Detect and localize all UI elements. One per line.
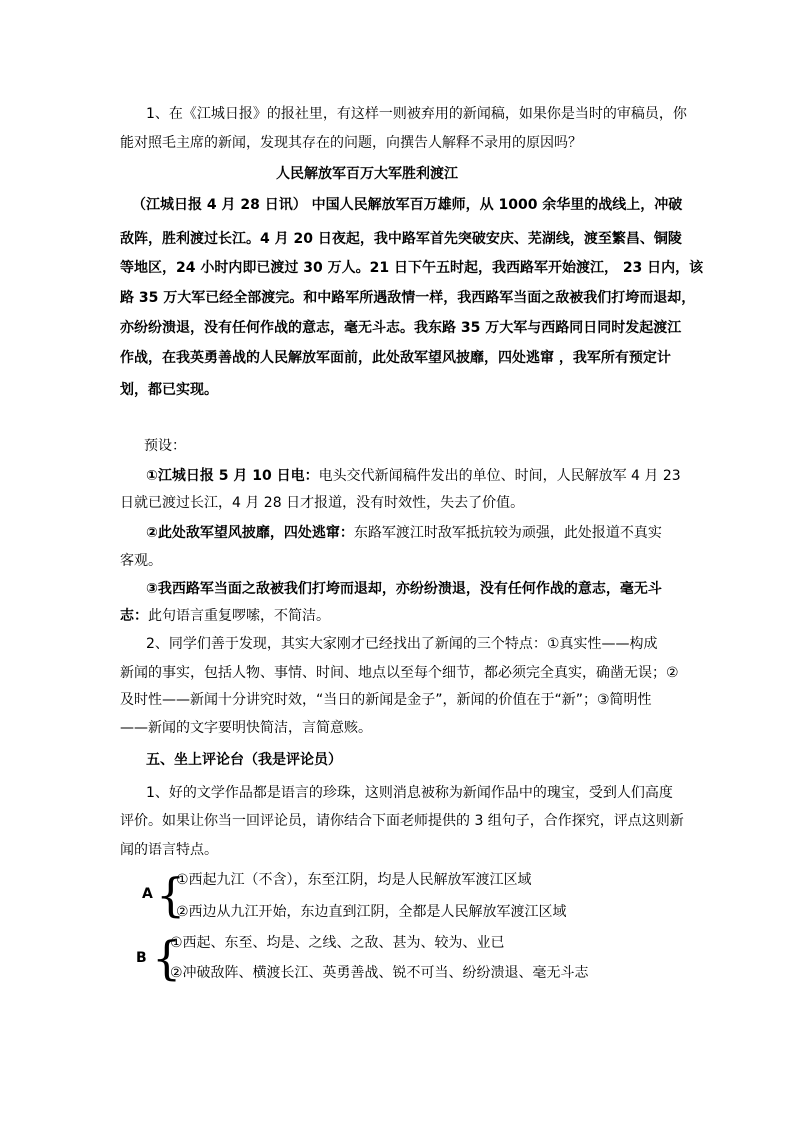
article-line: 作战，在我英勇善战的人民解放军面前，此处敌军望风披靡，四处逃窜 ，我军所有预定计 [120,350,671,366]
group-b-item2: ②冲破敌阵、横渡长江、英勇善战、锐不可当、纷纷溃退、毫无斗志 [170,965,589,981]
preset-label: 预设： [144,438,186,454]
preset-item1 [146,466,681,486]
group-a-label: A [142,886,153,902]
preset-item3-text: 此句语言重复啰嗦，不简洁。 [148,608,330,624]
preset-item3-heading: 志： [120,608,148,624]
question2-line: 及时性——新闻十分讲究时效，“当日的新闻是金子”，新闻的价值在于“新”；③简明性 [120,692,652,708]
preset-item2-text: 东路军渡江时敌军抵抗较为顽强，此处报道不真实 [353,525,662,541]
section5-line: 1、好的文学作品都是语言的珍珠，这则消息被称为新闻作品中的瑰宝，受到人们高度 [146,785,673,801]
question2-line: 2、同学们善于发现，其实大家刚才已经找出了新闻的三个特点：①真实性——构成 [146,636,658,652]
group-a-item1: ①西起九江（不含），东至江阴，均是人民解放军渡江区域 [176,872,532,888]
preset-item2 [146,523,662,543]
preset-item1-text: 电头交代新闻稿件发出的单位、时间，人民解放军 4 月 23 [318,468,681,484]
question2-line: ——新闻的文字要明快简洁，言简意赅。 [120,720,372,736]
article-line: （江城日报 4 月 28 日讯） 中国人民解放军百万雄师，从 1000 余华里的战线上，冲破 [132,197,683,213]
group-b-item1: ①西起、东至、均是、之线、之敌、甚为、较为、业已 [170,935,505,951]
article-line: 划，都已实现。 [120,382,218,398]
section5-line: 评价。如果让你当一回评论员，请你结合下面老师提供的 3 组句子，合作探究，评点这则新 [120,813,684,829]
group-b-brace: { [152,931,182,985]
section5-heading: 五、坐上评论台（我是评论员） [146,752,342,768]
group-a-brace: { [156,868,186,922]
section5-line: 闻的语言特点。 [120,842,218,858]
question2-line: 新闻的事实，包括人物、事情、时间、地点以至每个细节，都必须完全真实，确凿无误；② [120,665,679,681]
preset-item2-line2: 客观。 [120,553,162,569]
article-line: 路 35 万大军已经全部渡完。和中路军所遇敌情一样，我西路军当面之敌被我们打垮而退却， [120,290,696,306]
preset-item1-line2: 日就已渡过长江，4 月 28 日才报道，没有时效性，失去了价值。 [120,495,525,511]
article-title: 人民解放军百万大军胜利渡江 [276,166,458,182]
article-line: 亦纷纷溃退，没有任何作战的意志，毫无斗志。我东路 35 万大军与西路同日同时发起渡江 [120,320,682,336]
preset-item3-line1: ③我西路军当面之敌被我们打垮而退却，亦纷纷溃退，没有任何作战的意志，毫无斗 [146,581,662,597]
question1-line2: 能对照毛主席的新闻，发现其存在的问题，向撰告人解释不录用的原因吗？ [120,135,582,151]
preset-item2-heading: ②此处敌军望风披靡，四处逃窜： [146,525,354,541]
article-line: 敌阵，胜利渡过长江。4 月 20 日夜起，我中路军首先突破安庆、芜湖线，渡至繁昌、铜陵 [120,231,682,247]
preset-item3-line2 [120,606,330,626]
preset-item1-heading: ①江城日报 5 月 10 日电： [146,468,319,484]
question1-line1: 1、在《江城日报》的报社里，有这样一则被弃用的新闻稿，如果你是当时的审稿员，你 [146,106,687,122]
group-b-label: B [136,950,147,966]
article-line: 等地区，24 小时内即已渡过 30 万人。21 日下午五时起，我西路军开始渡江， 23 日内，该 [120,260,704,276]
group-a-item2: ②西边从九江开始，东边直到江阴，全都是人民解放军渡江区域 [176,904,567,920]
